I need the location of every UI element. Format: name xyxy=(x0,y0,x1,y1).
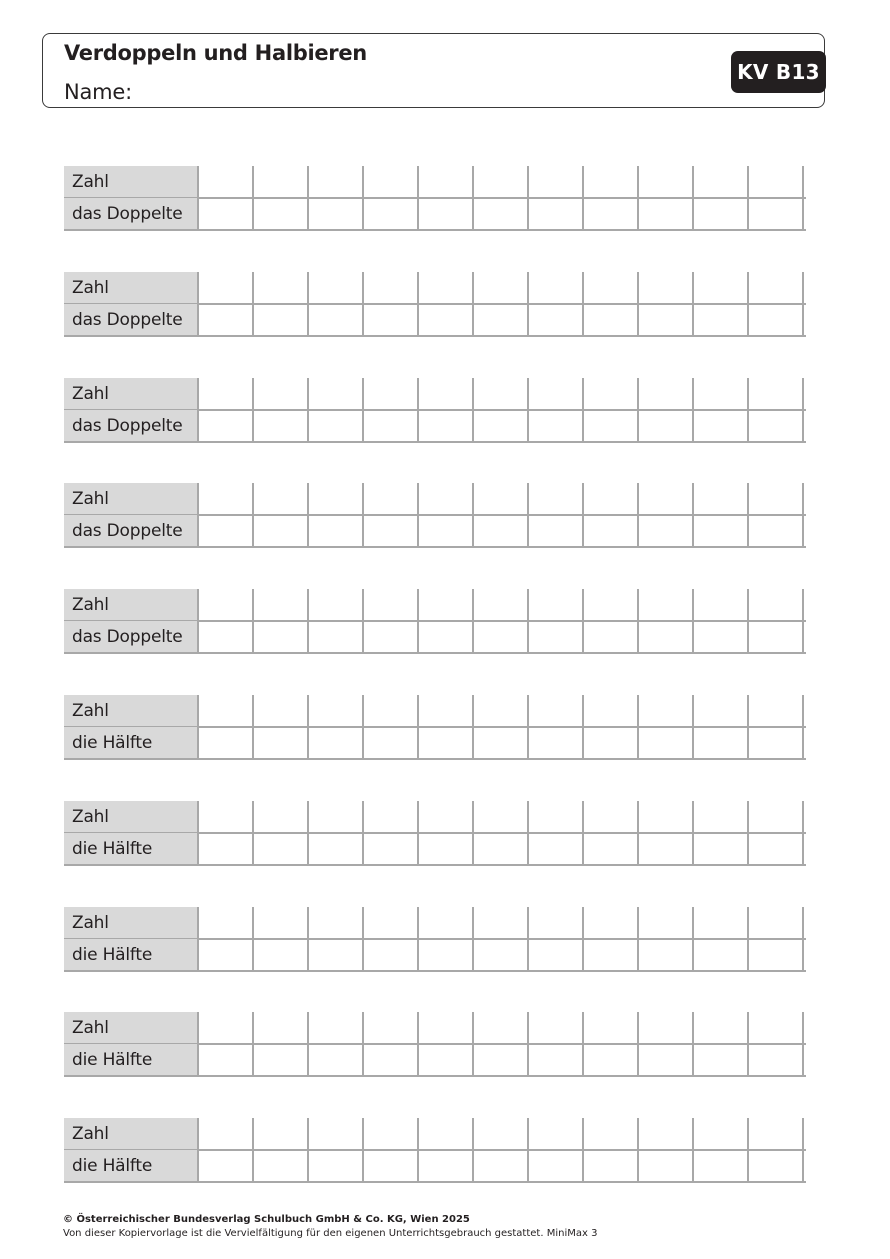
result-row xyxy=(64,833,806,866)
answer-cell[interactable] xyxy=(364,198,419,229)
answer-cell[interactable] xyxy=(254,801,309,832)
answer-cell[interactable] xyxy=(529,1012,584,1043)
answer-cell[interactable] xyxy=(529,907,584,938)
answer-cell[interactable] xyxy=(584,833,639,864)
result-row xyxy=(64,515,806,548)
row-label-number: Zahl xyxy=(64,907,199,938)
number-row xyxy=(64,589,806,622)
answer-cell[interactable] xyxy=(749,166,804,197)
number-row xyxy=(64,166,806,199)
answer-cell[interactable] xyxy=(694,695,749,726)
answer-cell[interactable] xyxy=(199,378,254,409)
answer-cell[interactable] xyxy=(639,378,694,409)
exercise-table xyxy=(64,272,806,335)
answer-cell[interactable] xyxy=(749,695,804,726)
answer-cell[interactable] xyxy=(364,483,419,514)
answer-cell[interactable] xyxy=(199,621,254,652)
answer-cell[interactable] xyxy=(749,939,804,970)
answer-cell[interactable] xyxy=(529,589,584,620)
answer-cell[interactable] xyxy=(364,801,419,832)
answer-cell[interactable] xyxy=(584,1150,639,1181)
row-label-result: das Doppelte xyxy=(64,515,199,546)
answer-cell[interactable] xyxy=(419,272,474,303)
answer-cell[interactable] xyxy=(309,378,364,409)
answer-cell[interactable] xyxy=(694,304,749,335)
answer-cell[interactable] xyxy=(364,410,419,441)
answer-cell[interactable] xyxy=(584,410,639,441)
answer-cell[interactable] xyxy=(639,1118,694,1149)
answer-cell[interactable] xyxy=(254,410,309,441)
answer-cell[interactable] xyxy=(584,304,639,335)
answer-cell[interactable] xyxy=(694,727,749,758)
answer-cell[interactable] xyxy=(474,939,529,970)
row-label-result: die Hälfte xyxy=(64,1044,199,1075)
answer-cell[interactable] xyxy=(199,939,254,970)
answer-cell[interactable] xyxy=(694,483,749,514)
answer-cell[interactable] xyxy=(419,1150,474,1181)
name-field-label: Name: xyxy=(64,80,133,104)
answer-cell[interactable] xyxy=(529,939,584,970)
answer-cell[interactable] xyxy=(749,304,804,335)
answer-cell[interactable] xyxy=(309,801,364,832)
answer-cell[interactable] xyxy=(419,515,474,546)
answer-cell[interactable] xyxy=(529,727,584,758)
answer-cell[interactable] xyxy=(364,939,419,970)
answer-cell[interactable] xyxy=(639,727,694,758)
answer-cell[interactable] xyxy=(694,1118,749,1149)
answer-cell[interactable] xyxy=(474,589,529,620)
answer-cell[interactable] xyxy=(254,939,309,970)
answer-cell[interactable] xyxy=(419,939,474,970)
result-row xyxy=(64,939,806,972)
answer-cell[interactable] xyxy=(529,801,584,832)
answer-cell[interactable] xyxy=(694,589,749,620)
answer-cell[interactable] xyxy=(199,515,254,546)
answer-cell[interactable] xyxy=(749,515,804,546)
exercise-table xyxy=(64,483,806,546)
answer-cell[interactable] xyxy=(364,621,419,652)
row-label-number: Zahl xyxy=(64,1118,199,1149)
answer-cell[interactable] xyxy=(639,166,694,197)
answer-cell[interactable] xyxy=(419,727,474,758)
answer-cell[interactable] xyxy=(254,833,309,864)
row-label-result: die Hälfte xyxy=(64,833,199,864)
answer-cell[interactable] xyxy=(474,695,529,726)
answer-cell[interactable] xyxy=(364,833,419,864)
exercise-table xyxy=(64,378,806,441)
answer-cell[interactable] xyxy=(364,695,419,726)
row-label-result: das Doppelte xyxy=(64,621,199,652)
answer-cell[interactable] xyxy=(309,410,364,441)
result-row xyxy=(64,1044,806,1077)
answer-cell[interactable] xyxy=(364,1044,419,1075)
answer-cell[interactable] xyxy=(639,833,694,864)
answer-cell[interactable] xyxy=(639,801,694,832)
answer-cell[interactable] xyxy=(474,833,529,864)
result-row xyxy=(64,727,806,760)
answer-cell[interactable] xyxy=(254,621,309,652)
answer-cell[interactable] xyxy=(694,1150,749,1181)
answer-cell[interactable] xyxy=(529,1118,584,1149)
answer-cell[interactable] xyxy=(474,1012,529,1043)
answer-cell[interactable] xyxy=(309,727,364,758)
answer-cell[interactable] xyxy=(364,272,419,303)
answer-cell[interactable] xyxy=(474,304,529,335)
number-row xyxy=(64,907,806,940)
answer-cell[interactable] xyxy=(364,378,419,409)
answer-cell[interactable] xyxy=(529,1044,584,1075)
answer-cell[interactable] xyxy=(419,483,474,514)
answer-cell[interactable] xyxy=(584,695,639,726)
answer-cell[interactable] xyxy=(584,198,639,229)
answer-cell[interactable] xyxy=(199,410,254,441)
footer xyxy=(63,1213,597,1241)
answer-cell[interactable] xyxy=(584,166,639,197)
answer-cell[interactable] xyxy=(529,621,584,652)
answer-cell[interactable] xyxy=(419,907,474,938)
answer-cell[interactable] xyxy=(254,1012,309,1043)
answer-cell[interactable] xyxy=(199,1150,254,1181)
answer-cell[interactable] xyxy=(419,198,474,229)
answer-cell[interactable] xyxy=(584,483,639,514)
answer-cell[interactable] xyxy=(254,378,309,409)
row-label-number: Zahl xyxy=(64,589,199,620)
answer-cell[interactable] xyxy=(529,483,584,514)
answer-cell[interactable] xyxy=(309,939,364,970)
answer-cell[interactable] xyxy=(694,166,749,197)
answer-cell[interactable] xyxy=(529,198,584,229)
answer-cell[interactable] xyxy=(419,304,474,335)
answer-cell[interactable] xyxy=(694,621,749,652)
answer-cell[interactable] xyxy=(419,166,474,197)
answer-cell[interactable] xyxy=(309,1044,364,1075)
answer-cell[interactable] xyxy=(749,483,804,514)
answer-cell[interactable] xyxy=(639,304,694,335)
row-label-result: die Hälfte xyxy=(64,939,199,970)
row-label-number: Zahl xyxy=(64,801,199,832)
answer-cell[interactable] xyxy=(474,1044,529,1075)
worksheet-code-badge: KV B13 xyxy=(731,51,826,93)
answer-cell[interactable] xyxy=(419,1012,474,1043)
number-row xyxy=(64,1012,806,1045)
answer-cell[interactable] xyxy=(749,410,804,441)
number-row xyxy=(64,272,806,305)
answer-cell[interactable] xyxy=(474,515,529,546)
answer-cell[interactable] xyxy=(584,515,639,546)
answer-cell[interactable] xyxy=(694,272,749,303)
answer-cell[interactable] xyxy=(529,304,584,335)
answer-cell[interactable] xyxy=(199,833,254,864)
row-label-result: die Hälfte xyxy=(64,727,199,758)
answer-cell[interactable] xyxy=(639,589,694,620)
answer-cell[interactable] xyxy=(474,907,529,938)
row-label-result: das Doppelte xyxy=(64,198,199,229)
answer-cell[interactable] xyxy=(419,833,474,864)
number-row xyxy=(64,1118,806,1151)
answer-cell[interactable] xyxy=(584,1118,639,1149)
answer-cell[interactable] xyxy=(254,272,309,303)
result-row xyxy=(64,304,806,337)
answer-cell[interactable] xyxy=(309,833,364,864)
answer-cell[interactable] xyxy=(639,1044,694,1075)
answer-cell[interactable] xyxy=(474,801,529,832)
answer-cell[interactable] xyxy=(529,378,584,409)
answer-cell[interactable] xyxy=(694,833,749,864)
exercise-table xyxy=(64,1012,806,1075)
answer-cell[interactable] xyxy=(254,198,309,229)
answer-cell[interactable] xyxy=(639,515,694,546)
answer-cell[interactable] xyxy=(694,410,749,441)
answer-cell[interactable] xyxy=(749,907,804,938)
answer-cell[interactable] xyxy=(309,1012,364,1043)
answer-cell[interactable] xyxy=(694,198,749,229)
number-row xyxy=(64,378,806,411)
number-row xyxy=(64,695,806,728)
answer-cell[interactable] xyxy=(309,907,364,938)
answer-cell[interactable] xyxy=(529,833,584,864)
answer-cell[interactable] xyxy=(749,621,804,652)
answer-cell[interactable] xyxy=(419,621,474,652)
answer-cell[interactable] xyxy=(419,1118,474,1149)
answer-cell[interactable] xyxy=(584,939,639,970)
row-label-number: Zahl xyxy=(64,378,199,409)
answer-cell[interactable] xyxy=(364,1150,419,1181)
answer-cell[interactable] xyxy=(309,1150,364,1181)
answer-cell[interactable] xyxy=(749,833,804,864)
answer-cell[interactable] xyxy=(309,198,364,229)
answer-cell[interactable] xyxy=(694,907,749,938)
result-row xyxy=(64,410,806,443)
answer-cell[interactable] xyxy=(584,1012,639,1043)
answer-cell[interactable] xyxy=(749,727,804,758)
answer-cell[interactable] xyxy=(364,907,419,938)
answer-cell[interactable] xyxy=(364,727,419,758)
answer-cell[interactable] xyxy=(529,272,584,303)
answer-cell[interactable] xyxy=(309,304,364,335)
answer-cell[interactable] xyxy=(694,1012,749,1043)
answer-cell[interactable] xyxy=(419,1044,474,1075)
exercise-table xyxy=(64,695,806,758)
answer-cell[interactable] xyxy=(474,198,529,229)
answer-cell[interactable] xyxy=(749,1118,804,1149)
result-row xyxy=(64,198,806,231)
result-row xyxy=(64,1150,806,1183)
answer-cell[interactable] xyxy=(254,1118,309,1149)
answer-cell[interactable] xyxy=(419,801,474,832)
answer-cell[interactable] xyxy=(584,1044,639,1075)
answer-cell[interactable] xyxy=(639,198,694,229)
answer-cell[interactable] xyxy=(199,272,254,303)
answer-cell[interactable] xyxy=(694,378,749,409)
answer-cell[interactable] xyxy=(309,483,364,514)
answer-cell[interactable] xyxy=(529,515,584,546)
answer-cell[interactable] xyxy=(584,621,639,652)
answer-cell[interactable] xyxy=(474,483,529,514)
exercise-table xyxy=(64,166,806,229)
usage-note: Von dieser Kopiervorlage ist die Vervielfältigung für den eigenen Unterrichtsgebrauch gestattet. MiniMax 3 xyxy=(63,1228,598,1239)
exercise-table xyxy=(64,907,806,970)
answer-cell[interactable] xyxy=(474,727,529,758)
answer-cell[interactable] xyxy=(584,589,639,620)
answer-cell[interactable] xyxy=(199,1118,254,1149)
row-label-number: Zahl xyxy=(64,695,199,726)
number-row xyxy=(64,483,806,516)
answer-cell[interactable] xyxy=(364,515,419,546)
answer-cell[interactable] xyxy=(529,410,584,441)
answer-cell[interactable] xyxy=(749,272,804,303)
answer-cell[interactable] xyxy=(474,166,529,197)
answer-cell[interactable] xyxy=(639,1150,694,1181)
answer-cell[interactable] xyxy=(584,727,639,758)
answer-cell[interactable] xyxy=(474,1150,529,1181)
answer-cell[interactable] xyxy=(749,1150,804,1181)
answer-cell[interactable] xyxy=(199,166,254,197)
answer-cell[interactable] xyxy=(309,515,364,546)
answer-cell[interactable] xyxy=(309,621,364,652)
answer-cell[interactable] xyxy=(694,515,749,546)
answer-cell[interactable] xyxy=(254,304,309,335)
answer-cell[interactable] xyxy=(254,907,309,938)
answer-cell[interactable] xyxy=(639,907,694,938)
answer-cell[interactable] xyxy=(584,378,639,409)
answer-cell[interactable] xyxy=(199,1044,254,1075)
row-label-number: Zahl xyxy=(64,166,199,197)
answer-cell[interactable] xyxy=(309,166,364,197)
answer-cell[interactable] xyxy=(419,378,474,409)
answer-cell[interactable] xyxy=(254,1150,309,1181)
answer-cell[interactable] xyxy=(639,483,694,514)
answer-cell[interactable] xyxy=(199,1012,254,1043)
answer-cell[interactable] xyxy=(309,695,364,726)
answer-cell[interactable] xyxy=(254,589,309,620)
answer-cell[interactable] xyxy=(694,801,749,832)
answer-cell[interactable] xyxy=(584,272,639,303)
answer-cell[interactable] xyxy=(584,801,639,832)
answer-cell[interactable] xyxy=(639,410,694,441)
answer-cell[interactable] xyxy=(529,166,584,197)
answer-cell[interactable] xyxy=(309,1118,364,1149)
answer-cell[interactable] xyxy=(364,589,419,620)
answer-cell[interactable] xyxy=(199,801,254,832)
number-row xyxy=(64,801,806,834)
answer-cell[interactable] xyxy=(749,378,804,409)
answer-cell[interactable] xyxy=(639,272,694,303)
row-label-result: die Hälfte xyxy=(64,1150,199,1181)
row-label-number: Zahl xyxy=(64,272,199,303)
result-row xyxy=(64,621,806,654)
answer-cell[interactable] xyxy=(199,198,254,229)
answer-cell[interactable] xyxy=(199,483,254,514)
answer-cell[interactable] xyxy=(199,695,254,726)
answer-cell[interactable] xyxy=(199,727,254,758)
answer-cell[interactable] xyxy=(364,1118,419,1149)
answer-cell[interactable] xyxy=(474,621,529,652)
answer-cell[interactable] xyxy=(419,695,474,726)
row-label-number: Zahl xyxy=(64,1012,199,1043)
answer-cell[interactable] xyxy=(474,1118,529,1149)
answer-cell[interactable] xyxy=(749,1044,804,1075)
answer-cell[interactable] xyxy=(639,1012,694,1043)
answer-cell[interactable] xyxy=(474,378,529,409)
answer-cell[interactable] xyxy=(419,410,474,441)
exercise-table xyxy=(64,801,806,864)
row-label-result: das Doppelte xyxy=(64,410,199,441)
answer-cell[interactable] xyxy=(254,166,309,197)
answer-cell[interactable] xyxy=(474,410,529,441)
answer-cell[interactable] xyxy=(309,272,364,303)
answer-cell[interactable] xyxy=(749,801,804,832)
answer-cell[interactable] xyxy=(254,727,309,758)
answer-cell[interactable] xyxy=(584,907,639,938)
exercise-table xyxy=(64,589,806,652)
answer-cell[interactable] xyxy=(254,483,309,514)
answer-cell[interactable] xyxy=(199,304,254,335)
answer-cell[interactable] xyxy=(474,272,529,303)
answer-cell[interactable] xyxy=(419,589,474,620)
answer-cell[interactable] xyxy=(694,1044,749,1075)
worksheet-header xyxy=(42,33,825,108)
answer-cell[interactable] xyxy=(639,695,694,726)
answer-cell[interactable] xyxy=(364,1012,419,1043)
row-label-result: das Doppelte xyxy=(64,304,199,335)
row-label-number: Zahl xyxy=(64,483,199,514)
exercise-table xyxy=(64,1118,806,1181)
answer-cell[interactable] xyxy=(639,621,694,652)
answer-cell[interactable] xyxy=(199,907,254,938)
answer-cell[interactable] xyxy=(749,1012,804,1043)
answer-cell[interactable] xyxy=(694,939,749,970)
worksheet-title: Verdoppeln und Halbieren xyxy=(64,41,367,65)
answer-cell[interactable] xyxy=(639,939,694,970)
answer-cell[interactable] xyxy=(254,515,309,546)
answer-cell[interactable] xyxy=(749,589,804,620)
answer-cell[interactable] xyxy=(309,589,364,620)
answer-cell[interactable] xyxy=(749,198,804,229)
answer-cell[interactable] xyxy=(199,589,254,620)
answer-cell[interactable] xyxy=(364,304,419,335)
answer-cell[interactable] xyxy=(364,166,419,197)
answer-cell[interactable] xyxy=(529,1150,584,1181)
answer-cell[interactable] xyxy=(254,1044,309,1075)
answer-cell[interactable] xyxy=(254,695,309,726)
copyright-text: © Österreichischer Bundesverlag Schulbuch GmbH & Co. KG, Wien 2025 xyxy=(63,1214,470,1225)
answer-cell[interactable] xyxy=(529,695,584,726)
